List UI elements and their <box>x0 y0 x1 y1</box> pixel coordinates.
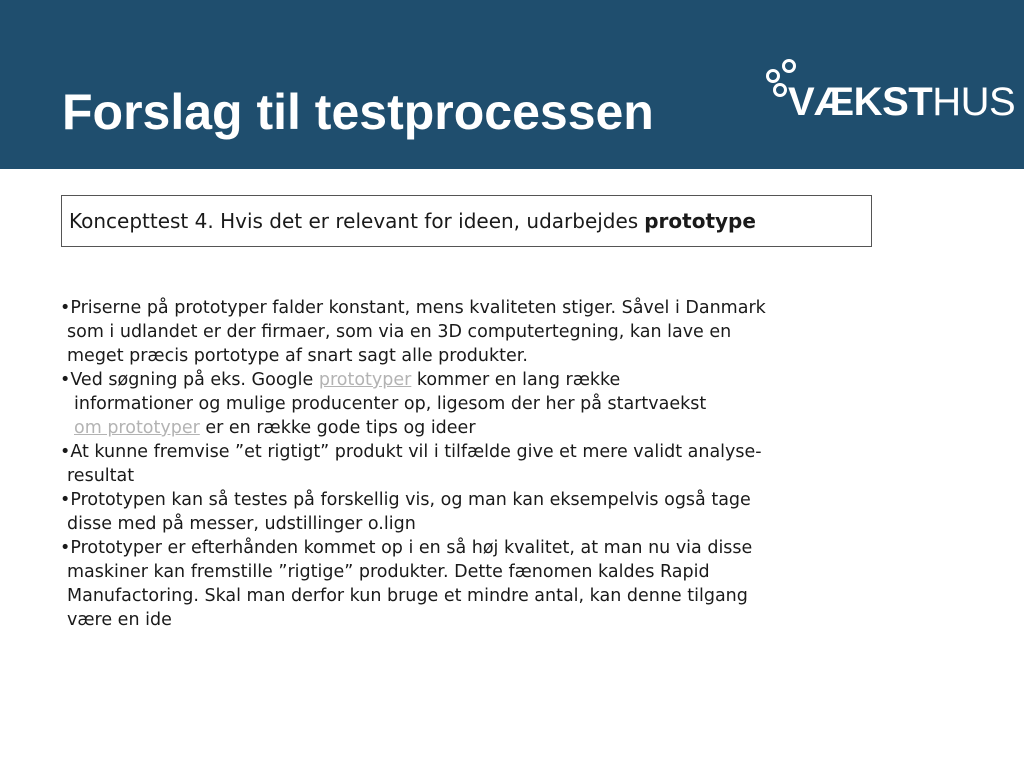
bullet-1-line-1: •Priserne på prototyper falder konstant, mens kvaliteten stiger. Såvel i Danmark <box>60 298 766 318</box>
bullet-5-line-1: •Prototyper er efterhånden kommet op i en så høj kvalitet, at man nu via disse <box>60 538 753 558</box>
bullet-4-line-1: •Prototypen kan så testes på forskellig vis, og man kan eksempelvis også tage <box>60 490 751 510</box>
logo-wordmark-bold: VÆKST <box>788 80 933 124</box>
slide-title: Forslag til testprocessen <box>62 84 654 140</box>
bullet-2-text-pre: •Ved søgning på eks. Google <box>60 370 319 390</box>
bullet-1-line-3: meget præcis portotype af snart sagt alle produkter. <box>67 346 528 366</box>
bullet-4-line-2: disse med på messer, udstillinger o.lign <box>67 514 416 534</box>
bullet-2-text-post: kommer en lang række <box>411 370 621 390</box>
vaeksthus-logo <box>764 58 1016 126</box>
bullet-2-line-1 <box>60 368 890 392</box>
concept-text: Koncepttest 4. Hvis det er relevant for ideen, udarbejdes <box>69 209 639 233</box>
logo-wordmark <box>788 80 1015 124</box>
header-bar <box>0 0 1024 169</box>
google-prototyper-link[interactable]: prototyper <box>318 370 412 390</box>
bullet-3-line-1: •At kunne fremvise ”et rigtigt” produkt vil i tilfælde give et mere validt analyse- <box>60 442 762 462</box>
concept-box <box>61 195 872 247</box>
om-prototyper-link[interactable]: om prototyper <box>74 418 200 438</box>
bullet-5-line-2: maskiner kan fremstille ”rigtige” produkter. Dette fænomen kaldes Rapid <box>67 562 710 582</box>
concept-bold: prototype <box>644 209 756 233</box>
bullet-2-line-3-text: er en række gode tips og ideer <box>199 418 476 438</box>
bullet-2-line-3 <box>60 416 890 440</box>
logo-wordmark-light: HUS <box>932 80 1016 124</box>
bullet-list <box>60 296 890 632</box>
bullet-2-line-2: informationer og mulige producenter op, ligesom der her på startvaekst <box>74 394 707 414</box>
bullet-5-line-3: Manufactoring. Skal man derfor kun bruge et mindre antal, kan denne tilgang <box>67 586 748 606</box>
bullet-3-line-2: resultat <box>67 466 135 486</box>
bullet-5-line-4: være en ide <box>67 610 172 630</box>
bullet-1-line-2: som i udlandet er der firmaer, som via en 3D computertegning, kan lave en <box>67 322 732 342</box>
